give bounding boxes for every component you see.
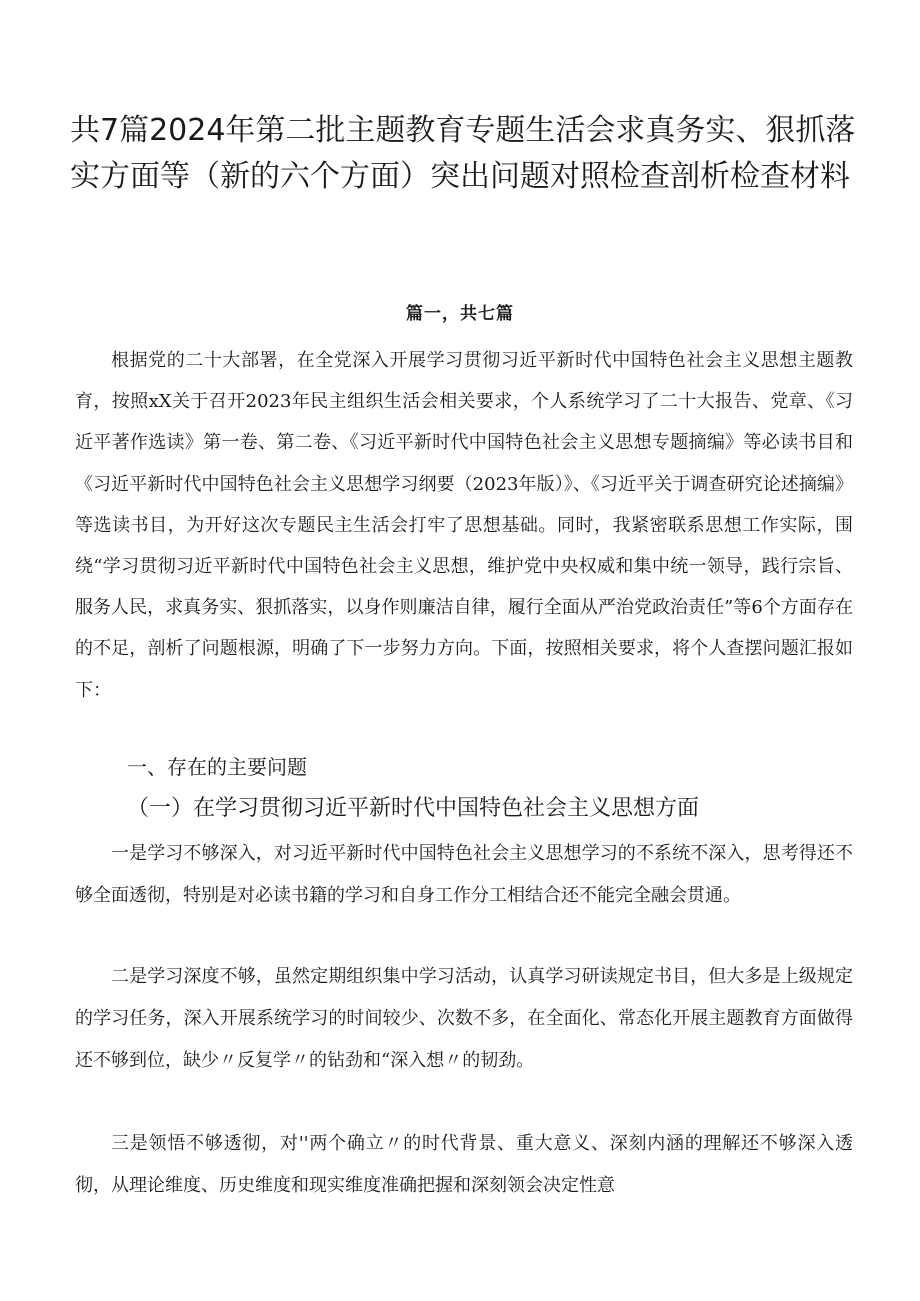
- section-heading: 一、存在的主要问题: [127, 755, 307, 779]
- subsection-heading: （一）在学习贯彻习近平新时代中国特色社会主义思想方面: [127, 796, 700, 821]
- intro-paragraph: 根据党的二十大部署，在全党深入开展学习贯彻习近平新时代中国特色社会主义思想主题教育，按照xX关于召开2023年民主组织生活会相关要求，个人系统学习了二十大报告、党章、《习近平著作选读》第一卷、第二卷、《习近平新时代中国特色社会主义思想专题摘编》等必读书目和《习近平新时代中国特色社会主义思想学习纲要（2023年版）》、《习近平关于调查研究论述摘编》等选读书目，为开好这次专题民主生活会打牢了思想基础。同时，我紧密联系思想工作实际，围绕“学习贯彻习近平新时代中国特色社会主义思想，维护党中央权威和集中统一领导，践行宗旨、服务人民，求真务实、狠抓落实，以身作则廉洁自律，履行全面从严治党政治责任”等6个方面存在的不足，剖析了问题根源，明确了下一步努力方向。下面，按照相关要求，将个人查摆问题汇报如下：: [75, 350, 853, 701]
- body-paragraph-3: 三是领悟不够透彻，对''两个确立〃的时代背景、重大意义、深刻内涵的理解还不够深入透彻，从理论维度、历史维度和现实维度准确把握和深刻领会决定性意: [75, 1133, 853, 1196]
- document-subtitle: 篇一，共七篇: [406, 304, 514, 324]
- body-paragraph-1: 一是学习不够深入，对习近平新时代中国特色社会主义思想学习的不系统不深入，思考得还不够全面透彻，特别是对必读书籍的学习和自身工作分工相结合还不能完全融会贯通。: [75, 843, 853, 906]
- body-paragraph-2: 二是学习深度不够，虽然定期组织集中学习活动，认真学习研读规定书目，但大多是上级规定的学习任务，深入开展系统学习的时间较少、次数不多，在全面化、常态化开展主题教育方面做得还不够到位，缺少〃反复学〃的钻劲和“深入想〃的韧劲。: [75, 966, 853, 1071]
- document-title: 共7篇2024年第二批主题教育专题生活会求真务实、狠抓落实方面等（新的六个方面）突出问题对照检查剖析检查材料: [70, 113, 856, 194]
